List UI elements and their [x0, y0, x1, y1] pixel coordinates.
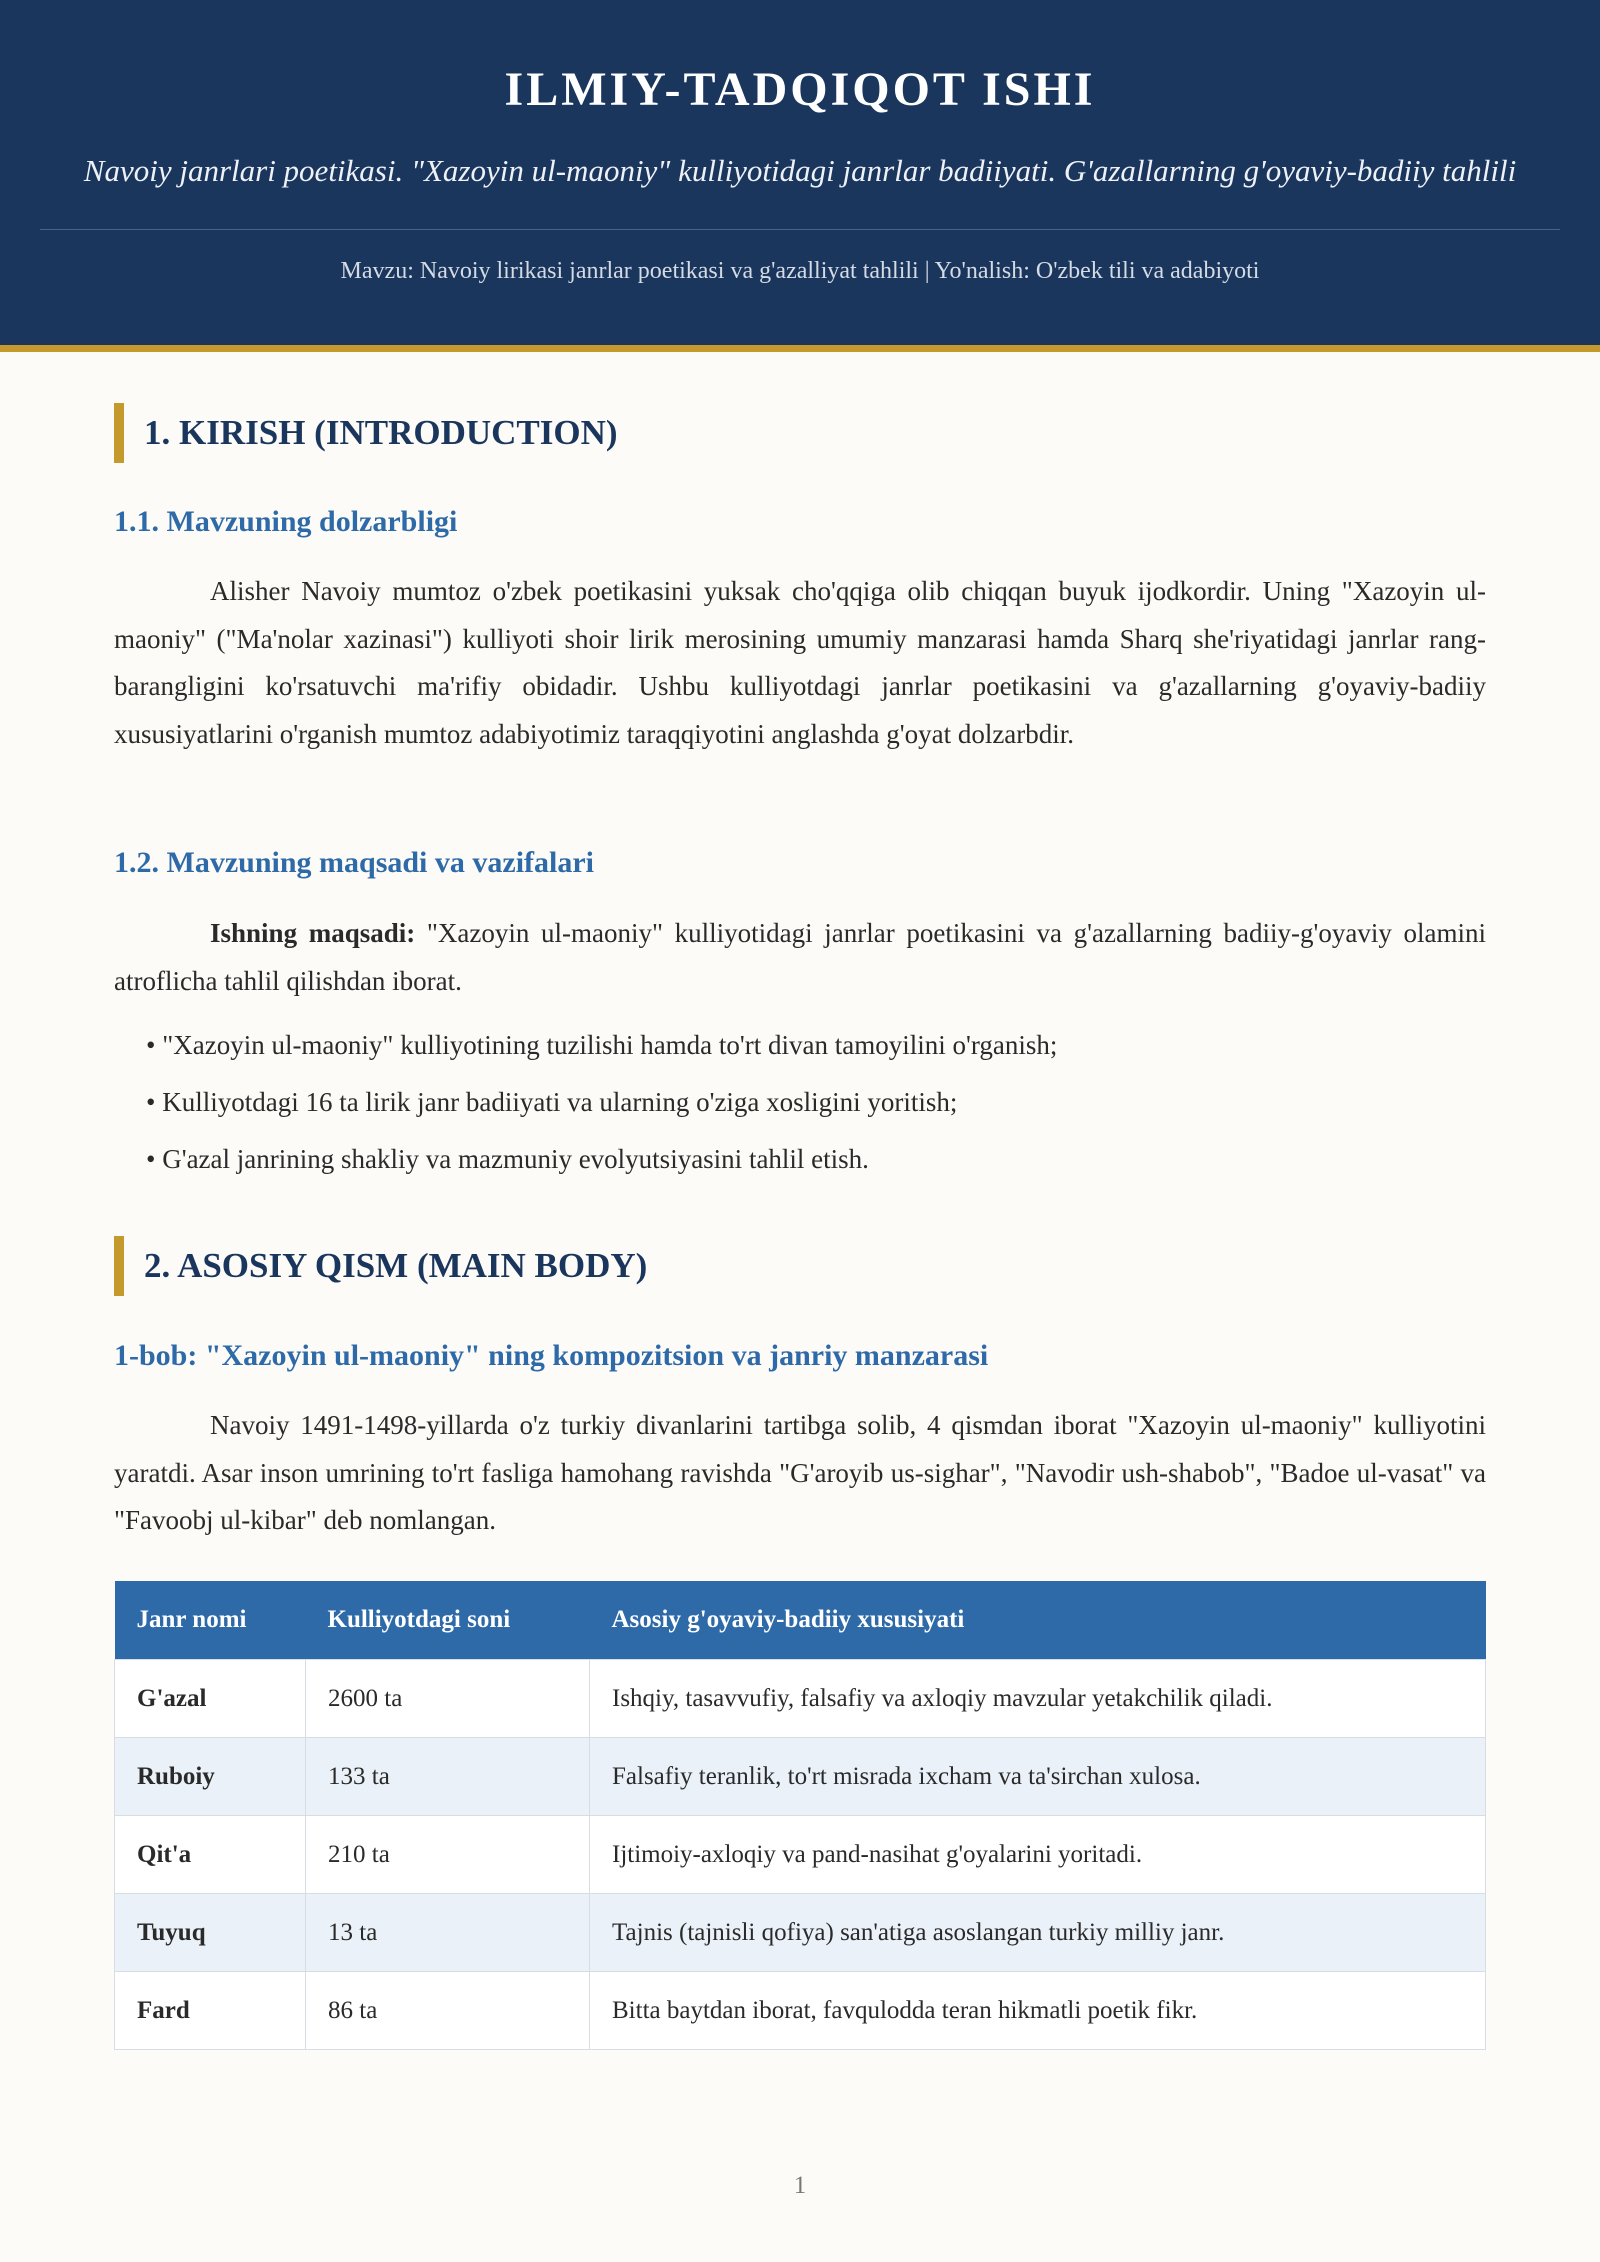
goal-label: Ishning maqsadi:: [210, 918, 416, 948]
section-heading-main-body: 2. ASOSIY QISM (MAIN BODY): [114, 1236, 647, 1296]
genre-count-cell: 133 ta: [306, 1738, 590, 1816]
table-row: [115, 1894, 1486, 1972]
genre-name-cell: G'azal: [115, 1660, 306, 1738]
document-title: ILMIY-TADQIQOT ISHI: [504, 63, 1096, 116]
header-divider: [40, 229, 1560, 230]
column-header: Asosiy g'oyaviy-badiiy xususiyati: [590, 1581, 1486, 1660]
section-heading-introduction: 1. KIRISH (INTRODUCTION): [114, 403, 618, 463]
genre-name-cell: Ruboiy: [115, 1738, 306, 1816]
genre-name-cell: Tuyuq: [115, 1894, 306, 1972]
subsection-heading-goals: 1.2. Mavzuning maqsadi va vazifalari: [114, 846, 595, 879]
paragraph-relevance: Alisher Navoiy mumtoz o'zbek poetikasini yuksak cho'qqiga olib chiqqan buyuk ijodkordir. Uning "Xazoyin ul-maoniy" ("Ma'nolar xazinasi") kulliyoti shoir lirik merosining umumiy manzarasi hamda Sharq she'riyatidagi janrlar rang-barangligini ko'rsatuvchi ma'rifiy obidadir. Ushbu kulliyotdagi janrlar poetikasini va g'azallarning g'oyaviy-badiiy xususiyatlarini o'rganish mumtoz adabiyotimiz taraqqiyotini anglashda g'oyat dolzarbdir.: [114, 576, 1486, 749]
document-subtitle: Navoiy janrlari poetikasi. "Xazoyin ul-maoniy" kulliyotidagi janrlar badiiyati. G'azallarning g'oyaviy-badiiy tahlili: [83, 153, 1517, 188]
chapter-heading-composition: 1-bob: "Xazoyin ul-maoniy" ning kompozitsion va janriy manzarasi: [114, 1339, 989, 1372]
genre-feature-cell: Falsafiy teranlik, to'rt misrada ixcham va ta'sirchan xulosa.: [590, 1738, 1486, 1816]
paragraph-goal: [114, 910, 1486, 1005]
paragraph-composition: Navoiy 1491-1498-yillarda o'z turkiy divanlarini tartibga solib, 4 qismdan iborat "Xazoyin ul-maoniy" kulliyotini yaratdi. Asar inson umrining to'rt fasliga hamohang ravishda "G'aroyib us-sighar", "Navodir ush-shabob", "Badoe ul-vasat" va "Favoobj ul-kibar" deb nomlangan.: [114, 1410, 1486, 1535]
goal-text: "Xazoyin ul-maoniy" kulliyotidagi janrlar poetikasini va g'azallarning badiiy-g'oyaviy olamini atroflicha tahlil qilishdan iborat.: [114, 918, 1487, 996]
table-row: [115, 1972, 1486, 2050]
page-number: 1: [793, 2172, 807, 2199]
table-row: [115, 1738, 1486, 1816]
document-meta: Mavzu: Navoiy lirikasi janrlar poetikasi va g'azalliyat tahlili | Yo'nalish: O'zbek tili va adabiyoti: [340, 258, 1260, 284]
genre-name-cell: Fard: [115, 1972, 306, 2050]
genre-feature-cell: Bitta baytdan iborat, favqulodda teran hikmatli poetik fikr.: [590, 1972, 1486, 2050]
genre-feature-cell: Ishqiy, tasavvufiy, falsafiy va axloqiy mavzular yetakchilik qiladi.: [590, 1660, 1486, 1738]
genre-count-cell: 13 ta: [306, 1894, 590, 1972]
genre-name-cell: Qit'a: [115, 1816, 306, 1894]
genre-table: [114, 1581, 1486, 2050]
genre-feature-cell: Tajnis (tajnisli qofiya) san'atiga asoslangan turkiy milliy janr.: [590, 1894, 1486, 1972]
genre-count-cell: 2600 ta: [306, 1660, 590, 1738]
genre-feature-cell: Ijtimoiy-axloqiy va pand-nasihat g'oyalarini yoritadi.: [590, 1816, 1486, 1894]
subsection-heading-relevance: 1.1. Mavzuning dolzarbligi: [114, 505, 458, 538]
table-row: [115, 1660, 1486, 1738]
genre-count-cell: 86 ta: [306, 1972, 590, 2050]
column-header: Janr nomi: [115, 1581, 306, 1660]
column-header: Kulliyotdagi soni: [306, 1581, 590, 1660]
table-row: [115, 1816, 1486, 1894]
document-header: [0, 0, 1600, 352]
table-header-row: [115, 1581, 1486, 1660]
task-list-item: • Kulliyotdagi 16 ta lirik janr badiiyati va ularning o'ziga xosligini yoritish;: [146, 1087, 958, 1117]
task-list-item: • "Xazoyin ul-maoniy" kulliyotining tuzilishi hamda to'rt divan tamoyilini o'rganish;: [146, 1030, 1058, 1060]
genre-count-cell: 210 ta: [306, 1816, 590, 1894]
task-list-item: • G'azal janrining shakliy va mazmuniy evolyutsiyasini tahlil etish.: [146, 1144, 869, 1174]
